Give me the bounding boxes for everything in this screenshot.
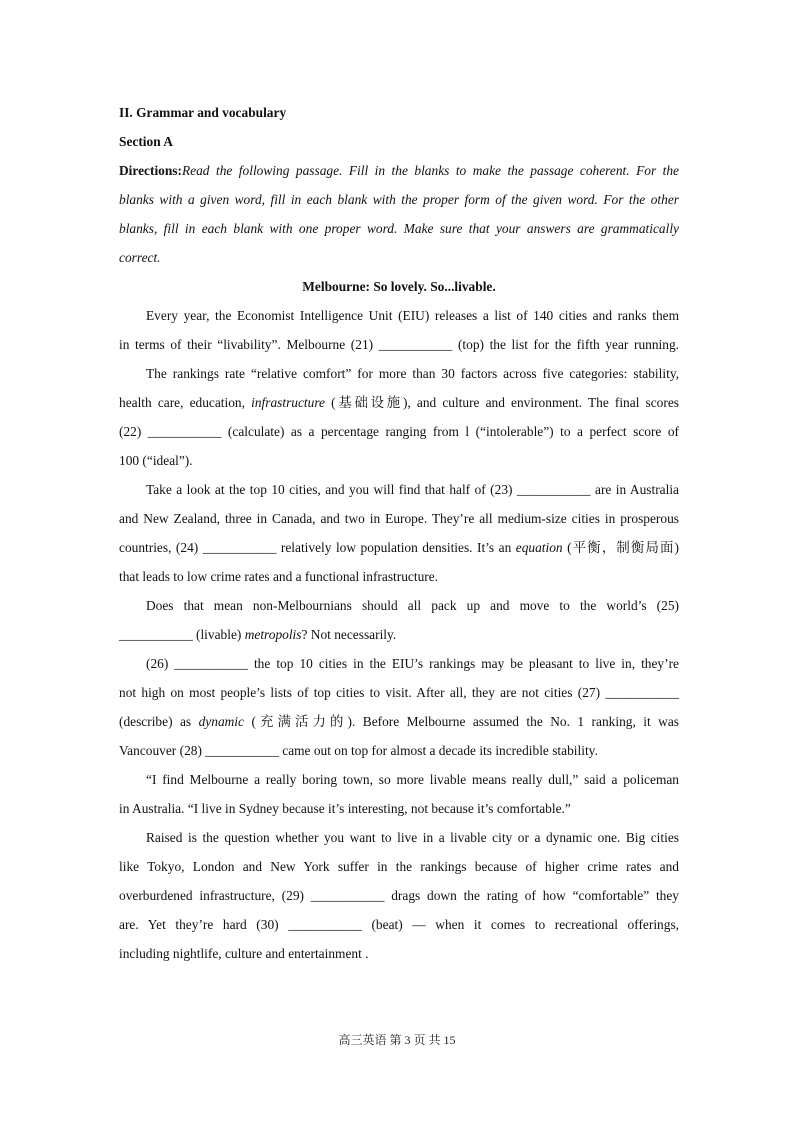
paragraph-line: (22) ___________ (calculate) as a percentage ranging from l (“intolerable”) to a perfect score of (119, 424, 679, 439)
paragraph-line: like Tokyo, London and New York suffer in the rankings because of higher crime rates and (119, 859, 679, 874)
page-footer: 高三英语 第 3 页 共 15 (338, 1033, 456, 1047)
paragraph-line: overburdened infrastructure, (29) ___________ drags down the rating of how “comfortable” they (119, 888, 679, 903)
paragraph-line: “I find Melbourne a really boring town, so more livable means really dull,” said a policeman (146, 772, 679, 787)
text-run: (充满活力的). Before Melbourne assumed the No. 1 ranking, it was (243, 714, 679, 729)
paragraph-line: are. Yet they’re hard (30) ___________ (beat) — when it comes to recreational offerings, (119, 917, 679, 932)
paragraph-4 (119, 591, 679, 649)
directions-label: Directions: (119, 163, 182, 178)
paragraph-7 (119, 823, 679, 968)
paragraph-line: Raised is the question whether you want to live in a livable city or a dynamic one. Big cities (146, 830, 679, 845)
paragraph-5 (119, 649, 679, 765)
section-heading: II. Grammar and vocabulary (119, 105, 287, 120)
text-run: ? Not necessarily. (301, 627, 397, 642)
paragraph-line (119, 707, 679, 736)
section-subheading: Section A (119, 134, 173, 149)
text-run: countries, (24) ___________ relatively low population densities. It’s an (119, 540, 516, 555)
directions (119, 156, 679, 272)
directions-line-1: Read the following passage. Fill in the blanks to make the passage coherent. For the (181, 163, 679, 178)
paragraph-2 (119, 359, 679, 475)
text-run: (基础设施), and culture and environment. The final scores (325, 395, 679, 410)
paragraph-line: in terms of their “livability”. Melbourne (21) ___________ (top) the list for the fifth year running. (119, 337, 679, 352)
paragraph-line (119, 620, 679, 649)
paragraph-line: Take a look at the top 10 cities, and you will find that half of (23) ___________ are in Australia (146, 482, 679, 497)
paragraph-line: not high on most people’s lists of top cities to visit. After all, they are not cities (27) ___________ (119, 685, 679, 700)
paragraph-line: (26) ___________ the top 10 cities in the EIU’s rankings may be pleasant to live in, they’re (146, 656, 679, 671)
directions-line-2: blanks with a given word, fill in each blank with the proper form of the given word. For the other (119, 192, 679, 207)
text-run: ___________ (livable) (119, 627, 245, 642)
paragraph-line: Vancouver (28) ___________ came out on top for almost a decade its incredible stability. (119, 743, 598, 758)
text-run: health care, education, (119, 395, 252, 410)
paragraph-3 (119, 475, 679, 591)
text-run: (平衡，制衡局面) (562, 540, 679, 555)
paragraph-line: 100 (“ideal”). (119, 453, 193, 468)
paragraph-line: Every year, the Economist Intelligence Unit (EIU) releases a list of 140 cities and ranks them (146, 308, 679, 323)
paragraph-line: that leads to low crime rates and a functional infrastructure. (119, 569, 439, 584)
term-infrastructure: infrastructure (251, 395, 325, 410)
term-equation: equation (515, 540, 563, 555)
directions-line-4: correct. (119, 250, 161, 265)
paragraph-line (119, 388, 679, 417)
page-content (119, 98, 679, 968)
term-dynamic: dynamic (198, 714, 244, 729)
passage-title: Melbourne: So lovely. So...livable. (302, 279, 496, 294)
paragraph-line: Does that mean non-Melbournians should all pack up and move to the world’s (25) (146, 598, 679, 613)
paragraph-line: including nightlife, culture and entertainment . (119, 946, 369, 961)
paragraph-line: and New Zealand, three in Canada, and two in Europe. They’re all medium-size cities in prosperous (119, 511, 679, 526)
paragraph-line: The rankings rate “relative comfort” for more than 30 factors across five categories: stability, (146, 366, 679, 381)
paragraph-line: in Australia. “I live in Sydney because it’s interesting, not because it’s comfortable.” (119, 801, 571, 816)
paragraph-line (119, 533, 679, 562)
paragraph-1 (119, 301, 679, 359)
term-metropolis: metropolis (244, 627, 302, 642)
text-run: (describe) as (119, 714, 199, 729)
paragraph-6 (119, 765, 679, 823)
directions-line-3: blanks, fill in each blank with one proper word. Make sure that your answers are grammatically (119, 221, 679, 236)
